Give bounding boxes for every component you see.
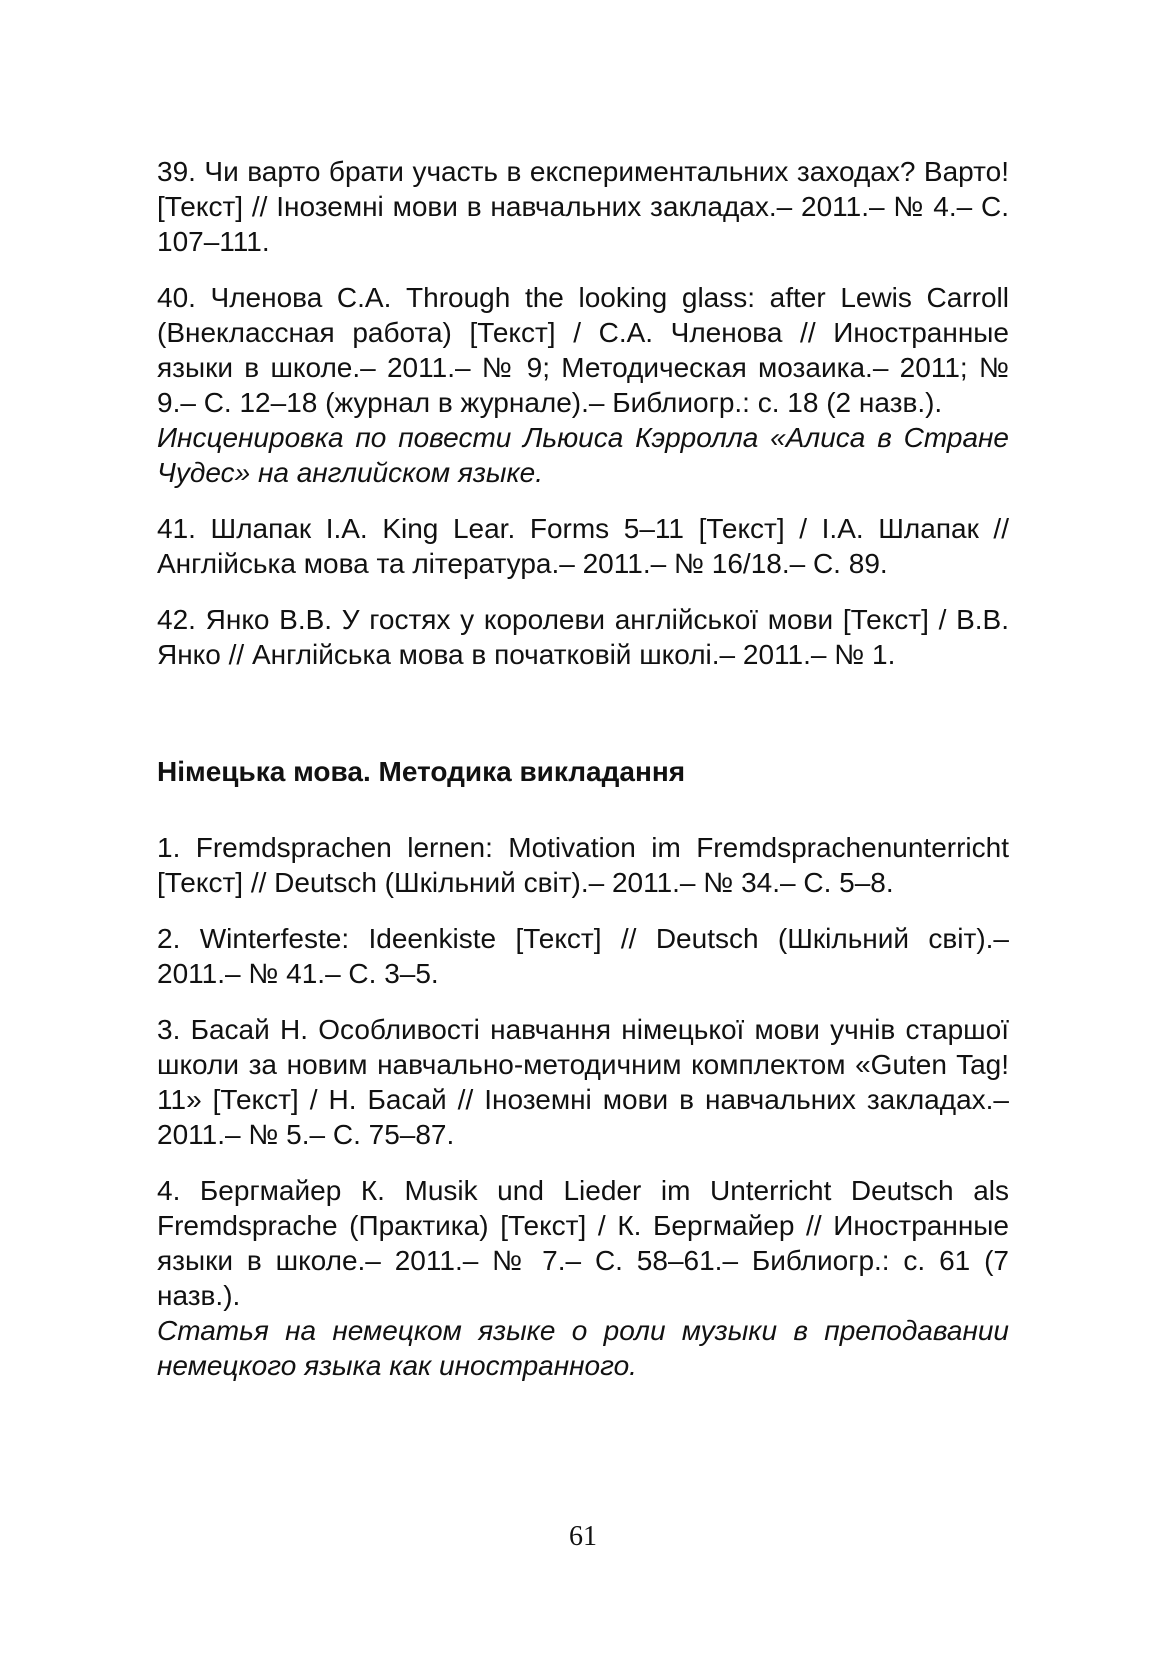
bibliography-entry-1 bbox=[157, 830, 1009, 900]
entry-text: 40. Членова С.А. Through the looking glass: after Lewis Carroll (Внеклассная работа) [Текст] / С.А. Членова // Иностранные языки в школе.– 2011.– № 9; Методическая мозаика.– 2011; № 9.– С. 12–18 (журнал в журнале).– Библиогр.: с. 18 (2 назв.). bbox=[157, 282, 1009, 418]
entry-text: 2. Winterfeste: Ideenkiste [Текст] // Deutsch (Шкільний світ).– 2011.– № 41.– С. 3–5. bbox=[157, 923, 1009, 989]
bibliography-entry-39 bbox=[157, 154, 1009, 259]
page-content bbox=[157, 154, 1009, 1404]
bibliography-entry-4 bbox=[157, 1173, 1009, 1383]
entry-annotation: Инсценировка по повести Льюиса Кэрролла «Алиса в Стране Чудес» на английском языке. bbox=[157, 422, 1009, 488]
page-number: 61 bbox=[569, 1521, 597, 1552]
bibliography-entry-40 bbox=[157, 280, 1009, 490]
bibliography-entry-2 bbox=[157, 921, 1009, 991]
entry-text: 1. Fremdsprachen lernen: Motivation im Fremdsprachenunterricht [Текст] // Deutsch (Шкільний світ).– 2011.– № 34.– С. 5–8. bbox=[157, 832, 1009, 898]
bibliography-entry-41 bbox=[157, 511, 1009, 581]
bibliography-entry-42 bbox=[157, 602, 1009, 672]
bibliography-entry-3 bbox=[157, 1012, 1009, 1152]
entry-text: 41. Шлапак І.А. King Lear. Forms 5–11 [Текст] / І.А. Шлапак // Англійська мова та література.– 2011.– № 16/18.– С. 89. bbox=[157, 513, 1009, 579]
entry-annotation: Статья на немецком языке о роли музыки в преподавании немецкого языка как иностранного. bbox=[157, 1315, 1009, 1381]
entry-text: 3. Басай Н. Особливості навчання німецької мови учнів старшої школи за новим навчально-методичним комплектом «Guten Tag! 11» [Текст] / Н. Басай // Іноземні мови в навчальних закладах.– 2011.– № 5.– С. 75–87. bbox=[157, 1014, 1009, 1150]
entry-text: 4. Бергмайер К. Musik und Lieder im Unterricht Deutsch als Fremdsprache (Практика) [Текст] / К. Бергмайер // Иностранные языки в школе.– 2011.– № 7.– С. 58–61.– Библиогр.: с. 61 (7 назв.). bbox=[157, 1175, 1009, 1311]
entry-text: 42. Янко В.В. У гостях у королеви англійської мови [Текст] / В.В. Янко // Англійська мова в початковій школі.– 2011.– № 1. bbox=[157, 604, 1009, 670]
entry-text: 39. Чи варто брати участь в експериментальних заходах? Варто! [Текст] // Іноземні мови в навчальних закладах.– 2011.– № 4.– С. 107–111. bbox=[157, 156, 1009, 257]
section-heading: Німецька мова. Методика викладання bbox=[157, 756, 686, 787]
